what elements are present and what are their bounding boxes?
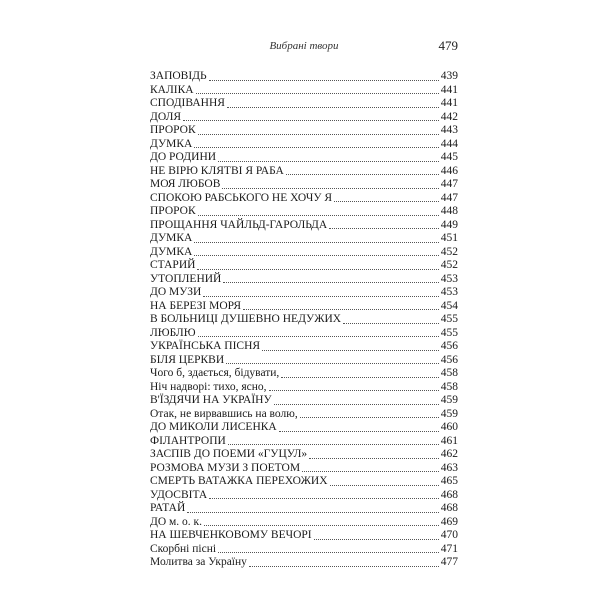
toc-dot-leader [274,404,439,405]
toc-dot-leader [218,161,439,162]
toc-entry-title: ЛЮБЛЮ [150,326,196,339]
toc-entry-title: Чого б, здається, бідувати, [150,367,280,379]
toc-entry [150,84,458,98]
toc-entry-page: 456 [440,340,458,352]
toc-entry-title: РОЗМОВА МУЗИ З ПОЕТОМ [150,461,301,474]
toc-entry [150,516,458,530]
toc-dot-leader [334,201,439,202]
toc-dot-leader [198,134,439,135]
toc-entry [150,246,458,260]
toc-dot-leader [209,498,439,499]
toc-entry-page: 462 [440,448,458,460]
toc-entry [150,502,458,516]
toc-entry-page: 443 [440,124,458,136]
toc-entry-title: ДОЛЯ [150,110,182,123]
toc-entry-page: 456 [440,353,458,366]
toc-dot-leader [223,282,438,283]
toc-entry [150,165,458,179]
toc-dot-leader [302,471,439,472]
toc-entry-title: ДУМКА [150,245,193,258]
toc-entry-page: 454 [440,299,458,312]
toc-entry [150,124,458,138]
toc-dot-leader [218,552,439,553]
toc-entry [150,219,458,233]
toc-entry [150,97,458,111]
toc-entry-title: ЗАПОВІДЬ [150,70,207,82]
toc-entry-title: МОЯ ЛЮБОВ [150,178,221,190]
toc-dot-leader [198,215,439,216]
toc-entry [150,367,458,381]
toc-entry-title: ДУМКА [150,232,193,244]
table-of-contents [150,70,458,570]
toc-dot-leader [204,525,439,526]
toc-dot-leader [330,485,439,486]
toc-dot-leader [183,120,439,121]
toc-dot-leader [187,512,438,513]
toc-entry-page: 439 [440,70,458,82]
toc-entry [150,354,458,368]
toc-entry-page: 446 [440,164,458,177]
toc-entry-title: В БОЛЬНИЦІ ДУШЕВНО НЕДУЖИХ [150,313,342,325]
toc-entry [150,462,458,476]
toc-entry-page: 448 [440,205,458,217]
toc-entry-page: 460 [440,421,458,433]
toc-dot-leader [243,309,439,310]
toc-entry [150,435,458,449]
toc-entry-page: 441 [440,83,458,96]
toc-entry-title: РАТАЙ [150,502,186,514]
toc-entry-page: 455 [440,313,458,325]
toc-entry [150,394,458,408]
toc-entry-title: КАЛІКА [150,83,194,96]
page-number: 479 [438,38,458,53]
toc-entry-title: ПРОЩАННЯ ЧАЙЛЬД-ГАРОЛЬДА [150,218,328,231]
toc-entry-title: ДО РОДИНИ [150,151,217,163]
toc-entry-title: СПОКОЮ РАБСЬКОГО НЕ ХОЧУ Я [150,191,333,204]
toc-entry-title: ДО МИКОЛИ ЛИСЕНКА [150,421,277,433]
toc-entry-page: 463 [440,461,458,474]
toc-entry [150,178,458,192]
toc-dot-leader [196,93,439,94]
toc-entry [150,556,458,570]
toc-entry [150,529,458,543]
toc-entry [150,259,458,273]
toc-entry [150,327,458,341]
toc-entry-page: 452 [440,259,458,271]
toc-entry-page: 455 [440,326,458,339]
toc-dot-leader [194,147,438,148]
toc-entry-page: 469 [440,515,458,528]
toc-entry [150,138,458,152]
toc-entry [150,340,458,354]
toc-dot-leader [194,242,438,243]
toc-entry [150,448,458,462]
toc-entry [150,286,458,300]
toc-entry-page: 447 [440,178,458,190]
toc-dot-leader [209,80,439,81]
toc-entry-title: СТАРИЙ [150,259,196,271]
toc-dot-leader [309,458,439,459]
toc-entry [150,192,458,206]
toc-entry-page: 458 [440,367,458,379]
toc-entry-title: Ніч надворі: тихо, ясно, [150,380,267,393]
toc-entry-title: НА БЕРЕЗІ МОРЯ [150,299,242,312]
toc-dot-leader [226,363,439,364]
toc-entry [150,381,458,395]
toc-dot-leader [286,174,439,175]
toc-entry-page: 468 [440,488,458,501]
toc-entry-title: БІЛЯ ЦЕРКВИ [150,353,225,366]
toc-entry-page: 458 [440,380,458,393]
toc-entry-title: ПРОРОК [150,124,196,136]
toc-entry [150,232,458,246]
running-title: Вибрані твори [269,40,339,52]
toc-entry-title: В'ЇЗДЯЧИ НА УКРАЇНУ [150,394,272,406]
toc-entry-page: 452 [440,245,458,258]
toc-entry-title: ДУМКА [150,137,193,150]
toc-dot-leader [343,323,439,324]
toc-entry [150,273,458,287]
toc-entry [150,205,458,219]
toc-entry-title: ПРОРОК [150,205,196,217]
toc-dot-leader [314,539,439,540]
toc-entry-page: 444 [440,137,458,150]
toc-entry [150,543,458,557]
toc-entry-page: 468 [440,502,458,514]
toc-entry-title: Молитва за Україну [150,556,247,568]
toc-entry [150,300,458,314]
toc-entry-page: 453 [440,272,458,285]
toc-entry-title: ФІЛАНТРОПИ [150,434,226,447]
toc-entry-title: НА ШЕВЧЕНКОВОМУ ВЕЧОРІ [150,529,312,541]
toc-dot-leader [249,566,439,567]
toc-entry-title: УТОПЛЕНИЙ [150,272,222,285]
toc-entry-title: НЕ ВІРЮ КЛЯТВІ Я РАБА [150,164,284,177]
toc-entry-title: Отак, не вирвавшись на волю, [150,407,298,420]
toc-entry [150,421,458,435]
toc-dot-leader [281,377,438,378]
toc-dot-leader [228,444,439,445]
toc-entry-page: 442 [440,110,458,123]
toc-dot-leader [300,417,439,418]
toc-entry-page: 459 [440,394,458,406]
toc-entry-page: 470 [440,529,458,541]
toc-entry [150,70,458,84]
toc-entry-page: 449 [440,218,458,231]
toc-entry-page: 441 [440,97,458,109]
toc-entry [150,408,458,422]
toc-dot-leader [329,228,439,229]
toc-entry-title: СПОДІВАННЯ [150,97,225,109]
toc-entry-title: ДО МУЗИ [150,286,202,298]
toc-entry-page: 453 [440,286,458,298]
toc-entry-title: Скорбні пісні [150,542,217,555]
toc-dot-leader [198,336,439,337]
toc-entry-title: УДОСВІТА [150,488,208,501]
toc-entry-page: 459 [440,407,458,420]
toc-entry-page: 477 [440,556,458,568]
toc-entry [150,111,458,125]
toc-entry-page: 451 [440,232,458,244]
toc-entry-page: 471 [440,542,458,555]
toc-entry-title: СМЕРТЬ ВАТАЖКА ПЕРЕХОЖИХ [150,475,328,487]
toc-entry-page: 461 [440,434,458,447]
toc-entry [150,475,458,489]
toc-entry [150,489,458,503]
toc-dot-leader [222,188,438,189]
toc-entry-page: 447 [440,191,458,204]
toc-entry-page: 465 [440,475,458,487]
toc-dot-leader [197,269,438,270]
toc-dot-leader [203,296,438,297]
toc-entry-title: ЗАСПІВ ДО ПОЕМИ «ГУЦУЛ» [150,448,308,460]
toc-dot-leader [262,350,439,351]
toc-dot-leader [269,390,439,391]
toc-entry-page: 445 [440,151,458,163]
toc-entry-title: ДО м. о. к. [150,515,203,528]
toc-dot-leader [194,255,438,256]
toc-dot-leader [279,431,439,432]
toc-entry-title: УКРАЇНСЬКА ПІСНЯ [150,340,261,352]
toc-entry [150,151,458,165]
toc-dot-leader [227,107,439,108]
running-header [150,40,458,58]
toc-entry [150,313,458,327]
